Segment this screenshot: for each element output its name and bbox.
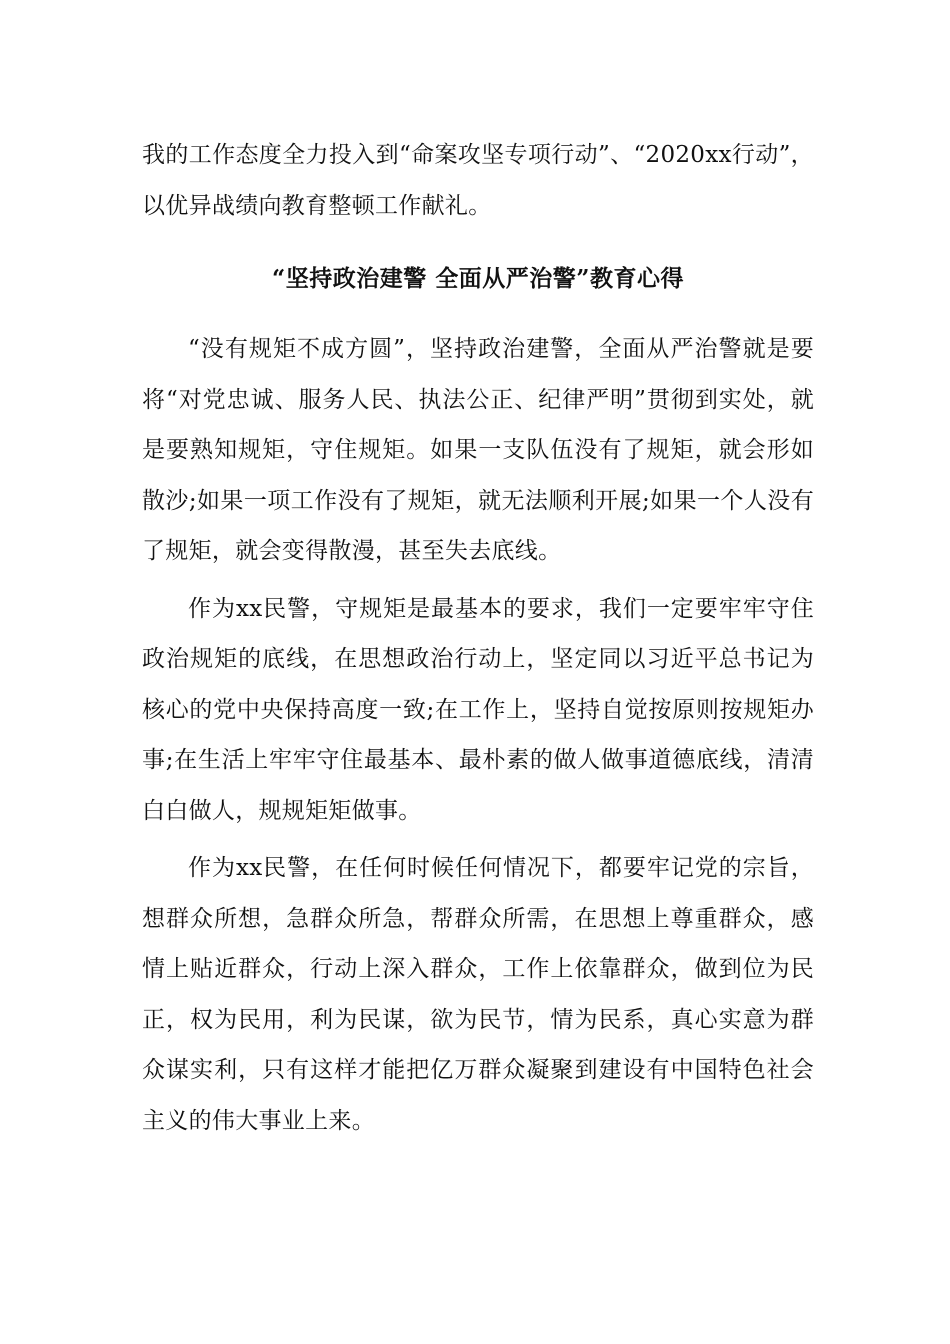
body-paragraph-3: 作为xx民警，在任何时候任何情况下，都要牢记党的宗旨，想群众所想，急群众所急，帮群众所需，在思想上尊重群众，感情上贴近群众，行动上深入群众，工作上依靠群众，做到位为民正，权为民用，利为民谋，欲为民节，情为民系，真心实意为群众谋实利，只有这样才能把亿万群众凝聚到建设有中国特色社会主义的伟大事业上来。 xyxy=(142,855,814,1134)
body-paragraph-1: “没有规矩不成方圆”，坚持政治建警，全面从严治警就是要将“对党忠诚、服务人民、执法公正、纪律严明”贯彻到实处，就是要熟知规矩，守住规矩。如果一支队伍没有了规矩，就会形如散沙;如果一项工作没有了规矩，就无法顺利开展;如果一个人没有了规矩，就会变得散漫，甚至失去底线。 xyxy=(142,336,814,564)
continuation-paragraph: 我的工作态度全力投入到“命案攻坚专项行动”、“2020xx行动”，以优异战绩向教育整顿工作献礼。 xyxy=(142,142,814,219)
document-title: “坚持政治建警 全面从严治警”教育心得 xyxy=(272,265,684,292)
document-body xyxy=(142,130,814,1146)
body-paragraph-2: 作为xx民警，守规矩是最基本的要求，我们一定要牢牢守住政治规矩的底线，在思想政治行动上，坚定同以习近平总书记为核心的党中央保持高度一致;在工作上，坚持自觉按原则按规矩办事;在生活上牢牢守住最基本、最朴素的做人做事道德底线，清清白白做人，规规矩矩做事。 xyxy=(142,595,814,824)
